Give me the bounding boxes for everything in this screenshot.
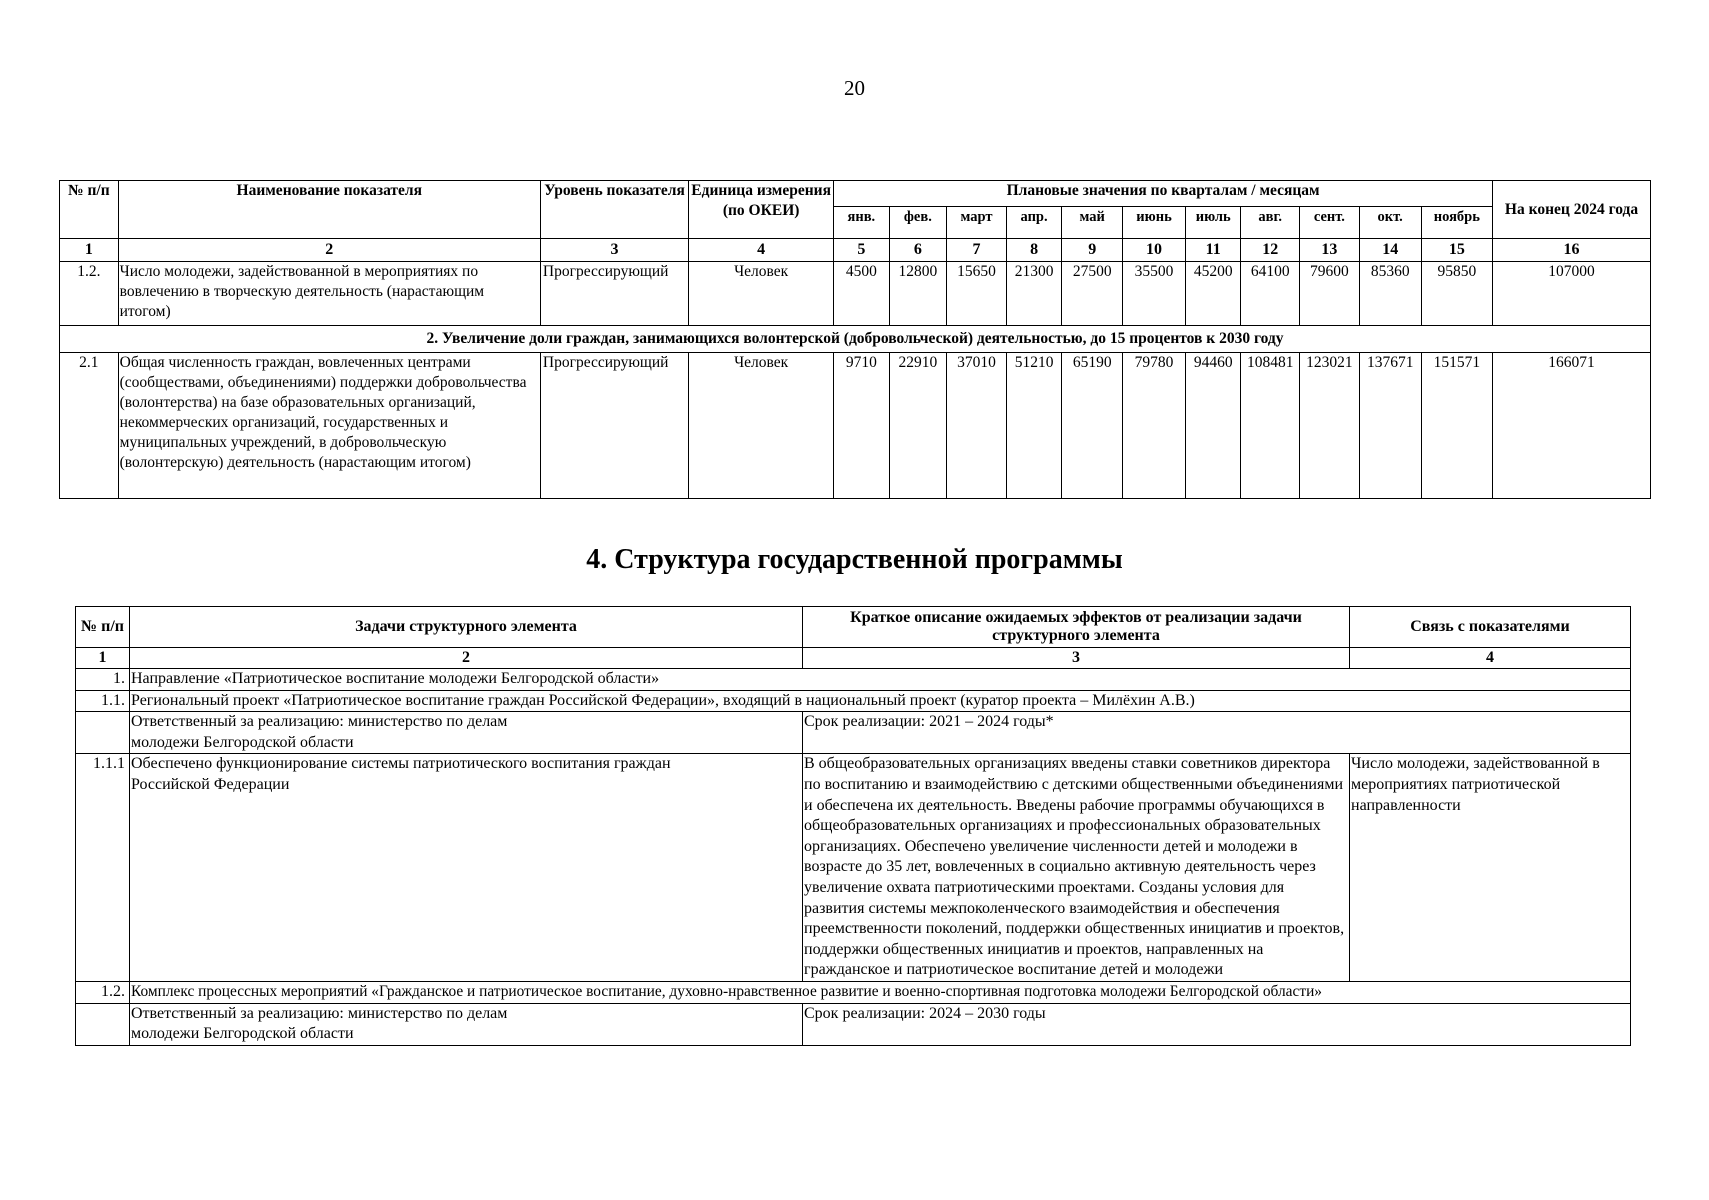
header-month: авг. [1241, 207, 1300, 239]
column-number: 14 [1359, 239, 1421, 262]
month-value: 85360 [1359, 262, 1421, 326]
header-month: окт. [1359, 207, 1421, 239]
empty-cell [76, 712, 130, 754]
month-value: 95850 [1421, 262, 1492, 326]
page-number: 20 [844, 76, 865, 100]
indicator-unit: Человек [689, 353, 834, 499]
column-number: 1 [60, 239, 119, 262]
header-effects: Краткое описание ожидаемых эффектов от реализации задачи структурного элемента [803, 607, 1350, 648]
implementation-term: Срок реализации: 2024 – 2030 годы [803, 1003, 1631, 1045]
column-number: 4 [1350, 648, 1631, 669]
column-number: 12 [1241, 239, 1300, 262]
row-num: 1.1. [76, 690, 130, 712]
implementation-term: Срок реализации: 2021 – 2024 годы* [803, 712, 1631, 754]
month-value: 35500 [1123, 262, 1186, 326]
end-of-year-value: 166071 [1493, 353, 1651, 499]
header-num: № п/п [60, 181, 119, 239]
responsible: Ответственный за реализацию: министерство по делам молодежи Белгородской области [130, 1003, 803, 1045]
column-number: 1 [76, 648, 130, 669]
program-structure-table [75, 606, 1631, 1046]
row-num: 1.2. [76, 981, 130, 1003]
column-numbers-row [76, 648, 1631, 669]
column-number: 2 [118, 239, 540, 262]
column-number: 13 [1300, 239, 1360, 262]
column-number: 9 [1062, 239, 1123, 262]
month-value: 94460 [1185, 353, 1240, 499]
header-end-2024: На конец 2024 года [1493, 181, 1651, 239]
expected-effects: В общеобразовательных организациях введены ставки советников директора по воспитанию и взаимодействию с детскими общественными объединениями и обеспечена их деятельность. Введены рабочие программы обучающихся в общеобразовательных организациях и профессиональных образовательных организациях. Обеспечено увеличение численности детей и молодежи в возрасте до 35 лет, вовлеченных в социально активную деятельность через увеличение охвата патриотическими проектами. Созданы условия для развития системы межпоколенческого взаимодействия и обеспечения преемственности поколений, поддержки общественных инициатив и проектов, поддержки общественных инициатив и проектов, направленных на гражданское и патриотическое воспитание детей и молодежи [803, 754, 1350, 982]
month-value: 22910 [889, 353, 947, 499]
column-numbers-row [60, 239, 1651, 262]
column-number: 2 [130, 648, 803, 669]
header-month: июль [1185, 207, 1240, 239]
empty-cell [76, 1003, 130, 1045]
column-number: 5 [834, 239, 889, 262]
table-row [76, 690, 1631, 712]
table-row [76, 981, 1631, 1003]
month-value: 79600 [1300, 262, 1360, 326]
section-title: 4. Структура государственной программы [586, 544, 1123, 575]
row-num: 1. [76, 669, 130, 691]
indicators-plan-table [59, 180, 1651, 499]
header-month: апр. [1006, 207, 1061, 239]
month-value: 123021 [1300, 353, 1360, 499]
month-value: 64100 [1241, 262, 1300, 326]
header-month: фев. [889, 207, 947, 239]
indicator-link: Число молодежи, задействованной в мероприятиях патриотической направленности [1350, 754, 1631, 982]
column-number: 7 [947, 239, 1007, 262]
indicator-level: Прогрессирующий [540, 353, 688, 499]
indicator-name: Число молодежи, задействованной в мероприятиях по вовлечению в творческую деятельность (нарастающим итогом) [118, 262, 540, 326]
month-value: 9710 [834, 353, 889, 499]
column-number: 15 [1421, 239, 1492, 262]
indicator-level: Прогрессирующий [540, 262, 688, 326]
end-of-year-value: 107000 [1493, 262, 1651, 326]
header-num: № п/п [76, 607, 130, 648]
month-value: 51210 [1006, 353, 1061, 499]
month-value: 108481 [1241, 353, 1300, 499]
section-heading: 2. Увеличение доли граждан, занимающихся волонтерской (добровольческой) деятельностью, до 15 процентов к 2030 году [60, 326, 1651, 353]
header-month: май [1062, 207, 1123, 239]
table-row [76, 669, 1631, 691]
indicator-name: Общая численность граждан, вовлеченных центрами (сообществами, объединениями) поддержки добровольчества (волонтерства) на базе образовательных организаций, некоммерческих организаций, государственных и муниципальных учреждений, в добровольческую (волонтерскую) деятельность (нарастающим итогом) [118, 353, 540, 499]
direction-title: Направление «Патриотическое воспитание молодежи Белгородской области» [130, 669, 1631, 691]
column-number: 6 [889, 239, 947, 262]
indicator-unit: Человек [689, 262, 834, 326]
table-row [60, 262, 1651, 326]
responsible: Ответственный за реализацию: министерство по делам молодежи Белгородской области [130, 712, 803, 754]
task-description: Обеспечено функционирование системы патриотического воспитания граждан Российской Федерации [130, 754, 803, 982]
header-month: сент. [1300, 207, 1360, 239]
month-value: 45200 [1185, 262, 1240, 326]
column-number: 8 [1006, 239, 1061, 262]
month-value: 151571 [1421, 353, 1492, 499]
month-value: 4500 [834, 262, 889, 326]
column-number: 3 [540, 239, 688, 262]
column-number: 3 [803, 648, 1350, 669]
table-row [60, 353, 1651, 499]
column-number: 16 [1493, 239, 1651, 262]
month-value: 21300 [1006, 262, 1061, 326]
table-row [76, 754, 1631, 982]
row-num: 2.1 [60, 353, 119, 499]
section-row [60, 326, 1651, 353]
month-value: 12800 [889, 262, 947, 326]
header-link: Связь с показателями [1350, 607, 1631, 648]
month-value: 15650 [947, 262, 1007, 326]
header-month: июнь [1123, 207, 1186, 239]
header-unit: Единица измерения (по ОКЕИ) [689, 181, 834, 239]
header-level: Уровень показателя [540, 181, 688, 239]
column-number: 4 [689, 239, 834, 262]
table-row [76, 1003, 1631, 1045]
month-value: 79780 [1123, 353, 1186, 499]
header-name: Наименование показателя [118, 181, 540, 239]
header-month: март [947, 207, 1007, 239]
process-complex-title: Комплекс процессных мероприятий «Гражданское и патриотическое воспитание, духовно-нравственное развитие и военно-спортивная подготовка молодежи Белгородской области» [130, 981, 1631, 1003]
column-number: 11 [1185, 239, 1240, 262]
month-value: 37010 [947, 353, 1007, 499]
month-value: 27500 [1062, 262, 1123, 326]
row-num: 1.1.1 [76, 754, 130, 982]
header-month: ноябрь [1421, 207, 1492, 239]
regional-project-title: Региональный проект «Патриотическое воспитание граждан Российской Федерации», входящий в национальный проект (куратор проекта – Милёхин А.В.) [130, 690, 1631, 712]
header-plan: Плановые значения по кварталам / месяцам [834, 181, 1493, 207]
table-row [76, 712, 1631, 754]
header-month: янв. [834, 207, 889, 239]
row-num: 1.2. [60, 262, 119, 326]
month-value: 65190 [1062, 353, 1123, 499]
month-value: 137671 [1359, 353, 1421, 499]
header-tasks: Задачи структурного элемента [130, 607, 803, 648]
column-number: 10 [1123, 239, 1186, 262]
